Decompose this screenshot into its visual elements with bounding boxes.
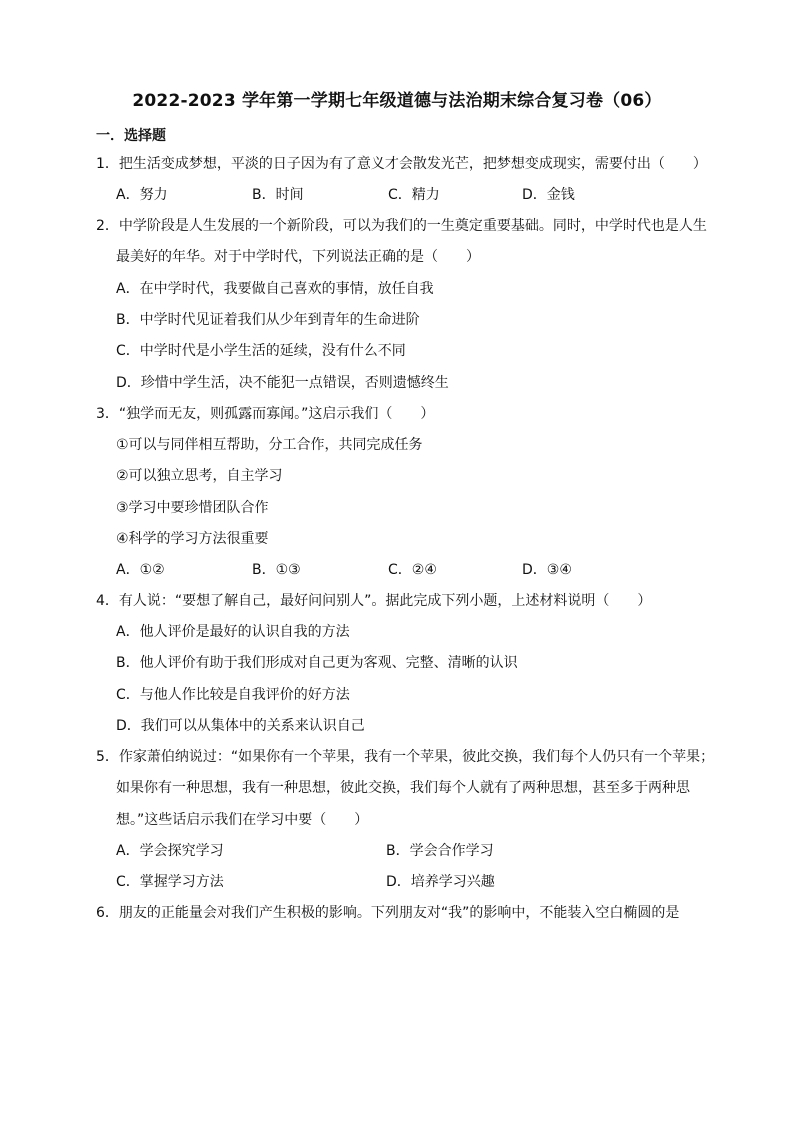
option-a: A．学会探究学习 — [116, 843, 224, 859]
option-c: C．②④ — [388, 562, 437, 578]
question-5-options-row1 — [116, 841, 716, 861]
question-3-item-2: ②可以独立思考，自主学习 — [116, 468, 283, 484]
option-d: D．培养学习兴趣 — [386, 874, 495, 890]
question-2-option-d: D．珍惜中学生活，决不能犯一点错误，否则遗憾终生 — [116, 375, 449, 391]
option-b: B．学会合作学习 — [386, 843, 494, 859]
option-b: B．①③ — [252, 562, 301, 578]
question-6-stem: 6．朋友的正能量会对我们产生积极的影响。下列朋友对“我”的影响中，不能装入空白椭圆的是 — [96, 905, 680, 921]
question-3-options — [116, 560, 716, 580]
option-c: C．精力 — [388, 187, 440, 203]
option-b: B．时间 — [252, 187, 304, 203]
question-5-stem-line2: 如果你有一种思想，我有一种思想，彼此交换，我们每个人就有了两种思想，甚至多于两种思 — [116, 780, 690, 796]
question-4-option-c: C．与他人作比较是自我评价的好方法 — [116, 687, 350, 703]
question-2-option-a: A．在中学时代，我要做自己喜欢的事情，放任自我 — [116, 281, 434, 297]
question-5-options-row2 — [116, 872, 716, 892]
option-d: D．③④ — [522, 562, 572, 578]
option-c: C．掌握学习方法 — [116, 874, 224, 890]
question-2-option-c: C．中学时代是小学生活的延续，没有什么不同 — [116, 343, 406, 359]
question-5-stem-line3: 想。”这些话启示我们在学习中要（ ） — [116, 812, 369, 828]
question-5-stem-line1: 5．作家萧伯纳说过：“如果你有一个苹果，我有一个苹果，彼此交换，我们每个人仍只有一个苹果； — [96, 749, 715, 765]
question-3-item-1: ①可以与同伴相互帮助，分工合作，共同完成任务 — [116, 437, 423, 453]
option-a: A．①② — [116, 562, 165, 578]
question-4-option-b: B．他人评价有助于我们形成对自己更为客观、完整、清晰的认识 — [116, 655, 518, 671]
question-1-stem: 1．把生活变成梦想，平淡的日子因为有了意义才会散发光芒，把梦想变成现实，需要付出（ ） — [96, 156, 707, 172]
option-a: A．努力 — [116, 187, 168, 203]
question-2-stem-line1: 2．中学阶段是人生发展的一个新阶段，可以为我们的一生奠定重要基础。同时，中学时代也是人生 — [96, 218, 707, 234]
section-heading: 一．选择题 — [96, 128, 166, 144]
question-3-item-4: ④科学的学习方法很重要 — [116, 531, 269, 547]
exam-title: 2022-2023 学年第一学期七年级道德与法治期末综合复习卷（06） — [132, 91, 662, 111]
question-1-options — [116, 185, 716, 205]
option-d: D．金钱 — [522, 187, 575, 203]
question-2-option-b: B．中学时代见证着我们从少年到青年的生命进阶 — [116, 312, 420, 328]
question-4-stem: 4．有人说：“要想了解自己，最好问问别人”。据此完成下列小题，上述材料说明（ ） — [96, 593, 652, 609]
question-3-stem: 3．“独学而无友，则孤露而寡闻。”这启示我们（ ） — [96, 406, 435, 422]
question-4-option-d: D．我们可以从集体中的关系来认识自己 — [116, 718, 365, 734]
question-2-stem-line2: 最美好的年华。对于中学时代，下列说法正确的是（ ） — [116, 249, 480, 265]
question-3-item-3: ③学习中要珍惜团队合作 — [116, 500, 269, 516]
question-4-option-a: A．他人评价是最好的认识自我的方法 — [116, 624, 350, 640]
